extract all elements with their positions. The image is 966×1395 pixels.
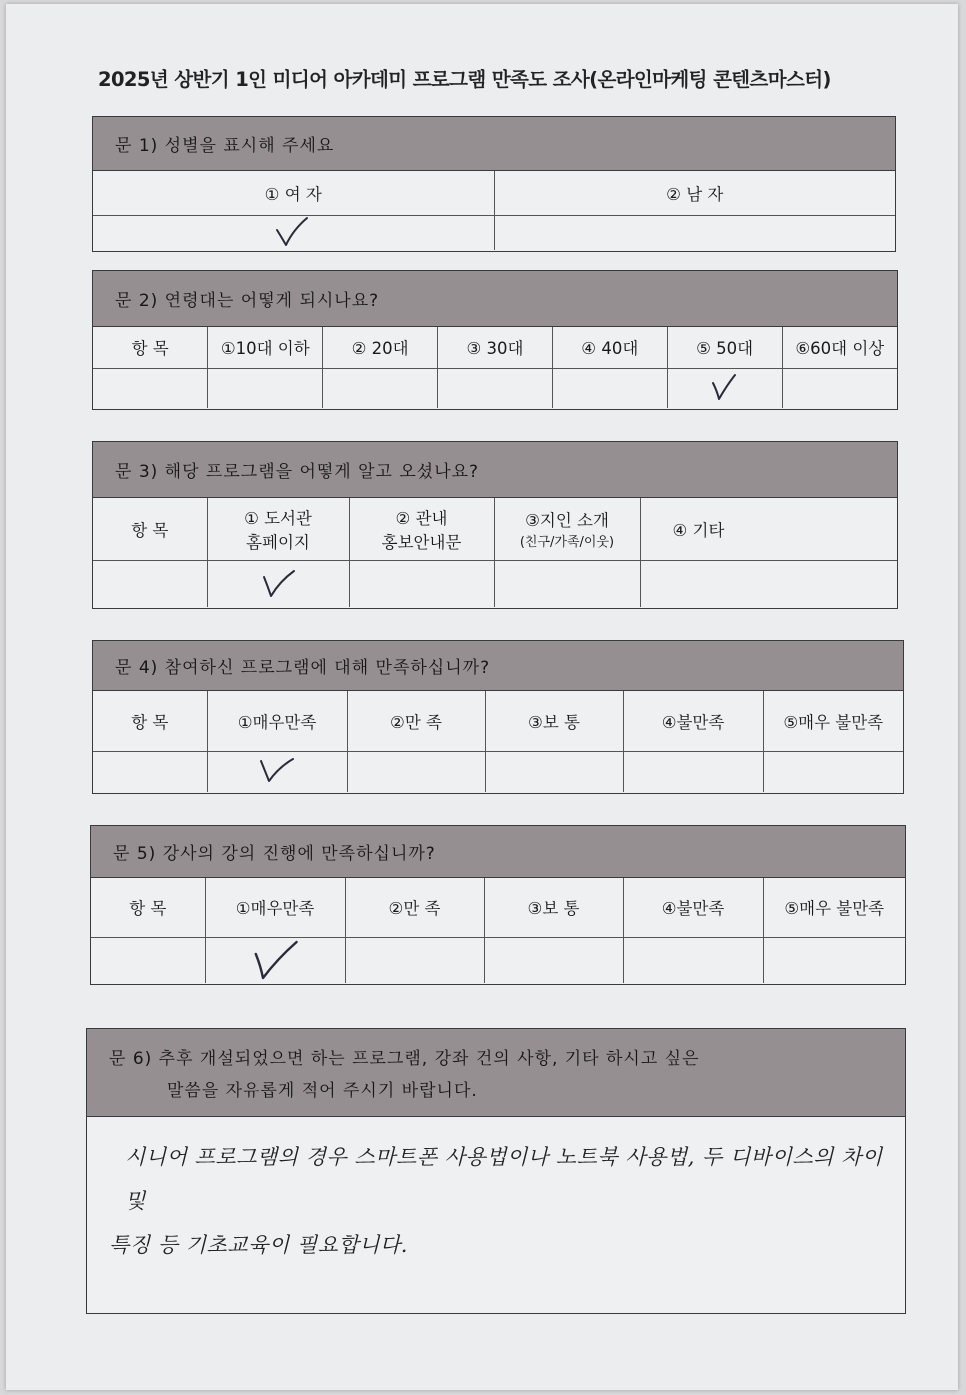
q5-check-cell-very-dissatisfied[interactable] <box>763 937 905 983</box>
q5-row-label: 항 목 <box>91 878 205 937</box>
q4-option-satisfied: ②만 족 <box>347 691 485 751</box>
q5-check-label-cell <box>91 937 205 983</box>
q1-option-female: ① 여 자 <box>93 171 494 215</box>
q1-check-cell-female[interactable] <box>93 215 494 250</box>
q4-check-cell-very-dissatisfied[interactable] <box>763 751 903 792</box>
q3-option-1-line1: ① 도서관 <box>244 508 312 528</box>
q1-option-male: ② 남 자 <box>494 171 895 215</box>
q5-option-very-satisfied: ①매우만족 <box>205 878 345 937</box>
q3-check-cell-referral[interactable] <box>494 560 640 607</box>
question-2-box <box>92 270 898 410</box>
question-4-box <box>92 640 904 794</box>
question-6-box <box>86 1028 906 1314</box>
q4-check-cell-satisfied[interactable] <box>347 751 485 792</box>
q3-option-3-line2: (친구/가족/이웃) <box>519 535 615 551</box>
question-1-header: 문 1) 성별을 표시해 주세요 <box>93 117 895 171</box>
q6-answer-line1: 시니어 프로그램의 경우 스마트폰 사용법이나 노트북 사용법, 두 디바이스의 차이 및 <box>125 1145 883 1213</box>
checkmark-icon <box>251 939 299 981</box>
question-6-header <box>87 1029 905 1117</box>
question-2-table <box>93 327 897 408</box>
q2-option-30s: ③ 30대 <box>438 327 553 368</box>
q2-check-cell-50s[interactable] <box>667 368 782 408</box>
q5-option-very-dissatisfied: ⑤매우 불만족 <box>763 878 905 937</box>
question-3-table <box>93 498 897 607</box>
q2-option-10s: ①10대 이하 <box>208 327 323 368</box>
q4-check-cell-very-satisfied[interactable] <box>207 751 347 792</box>
q2-option-60s: ⑥60대 이상 <box>782 327 897 368</box>
q6-answer-line2: 특징 등 기초교육이 필요합니다. <box>109 1233 408 1257</box>
q5-check-cell-dissatisfied[interactable] <box>623 937 763 983</box>
q5-option-dissatisfied: ④불만족 <box>623 878 763 937</box>
q3-row-label: 항 목 <box>93 498 207 560</box>
q5-option-neutral: ③보 통 <box>484 878 623 937</box>
q2-check-cell-10s[interactable] <box>208 368 323 408</box>
q4-check-cell-neutral[interactable] <box>485 751 623 792</box>
q3-check-cell-flyer[interactable] <box>349 560 494 607</box>
question-3-box <box>92 441 898 609</box>
q4-option-neutral: ③보 통 <box>485 691 623 751</box>
q3-option-library-homepage <box>207 498 349 560</box>
q2-check-cell-20s[interactable] <box>323 368 438 408</box>
q5-check-cell-neutral[interactable] <box>484 937 623 983</box>
q2-option-40s: ④ 40대 <box>552 327 667 368</box>
question-1-box <box>92 116 896 252</box>
q5-option-satisfied: ②만 족 <box>345 878 484 937</box>
q3-check-cell-other[interactable] <box>640 560 897 607</box>
q6-question-line2: 말씀을 자유롭게 적어 주시기 바랍니다. <box>167 1081 478 1101</box>
question-4-table <box>93 691 903 792</box>
q3-check-cell-library[interactable] <box>207 560 349 607</box>
q4-check-label-cell <box>93 751 207 792</box>
q3-option-2-line1: ② 관내 <box>395 508 448 528</box>
q3-option-local-flyer <box>349 498 494 560</box>
q2-option-50s: ⑤ 50대 <box>667 327 782 368</box>
q3-option-referral <box>494 498 640 560</box>
question-3-header: 문 3) 해당 프로그램을 어떻게 알고 오셨나요? <box>93 442 897 498</box>
q4-option-very-satisfied: ①매우만족 <box>207 691 347 751</box>
q3-option-other: ④ 기타 <box>640 498 897 560</box>
q6-question-line1: 문 6) 추후 개설되었으면 하는 프로그램, 강좌 건의 사항, 기타 하시고 싶은 <box>109 1049 700 1069</box>
q3-option-1-line2: 홈페이지 <box>246 532 310 552</box>
q2-check-label-cell <box>93 368 208 408</box>
q1-check-cell-male[interactable] <box>494 215 895 250</box>
q3-option-3-line1: ③지인 소개 <box>525 511 609 531</box>
q5-check-cell-very-satisfied[interactable] <box>205 937 345 983</box>
q4-option-dissatisfied: ④불만족 <box>623 691 763 751</box>
checkmark-icon <box>273 216 313 250</box>
q2-check-cell-40s[interactable] <box>552 368 667 408</box>
q2-check-cell-60s[interactable] <box>782 368 897 408</box>
question-5-box <box>90 825 906 985</box>
question-1-table <box>93 171 895 250</box>
checkmark-icon <box>705 371 745 405</box>
q4-row-label: 항 목 <box>93 691 207 751</box>
q5-check-cell-satisfied[interactable] <box>345 937 484 983</box>
q3-check-label-cell <box>93 560 207 607</box>
q6-answer-area[interactable] <box>87 1117 905 1267</box>
q2-option-20s: ② 20대 <box>323 327 438 368</box>
checkmark-icon <box>257 755 297 789</box>
survey-paper <box>6 4 958 1390</box>
q2-check-cell-30s[interactable] <box>438 368 553 408</box>
q4-check-cell-dissatisfied[interactable] <box>623 751 763 792</box>
question-5-table <box>91 878 905 983</box>
document-title: 2025년 상반기 1인 미디어 아카데미 프로그램 만족도 조사(온라인마케팅 콘텐츠마스터) <box>98 68 831 91</box>
question-5-header: 문 5) 강사의 강의 진행에 만족하십니까? <box>91 826 905 878</box>
q3-option-2-line2: 홍보안내문 <box>381 532 462 552</box>
question-2-header: 문 2) 연령대는 어떻게 되시나요? <box>93 271 897 327</box>
q2-row-label: 항 목 <box>93 327 208 368</box>
q4-option-very-dissatisfied: ⑤매우 불만족 <box>763 691 903 751</box>
checkmark-icon <box>258 567 298 601</box>
question-4-header: 문 4) 참여하신 프로그램에 대해 만족하십니까? <box>93 641 903 691</box>
